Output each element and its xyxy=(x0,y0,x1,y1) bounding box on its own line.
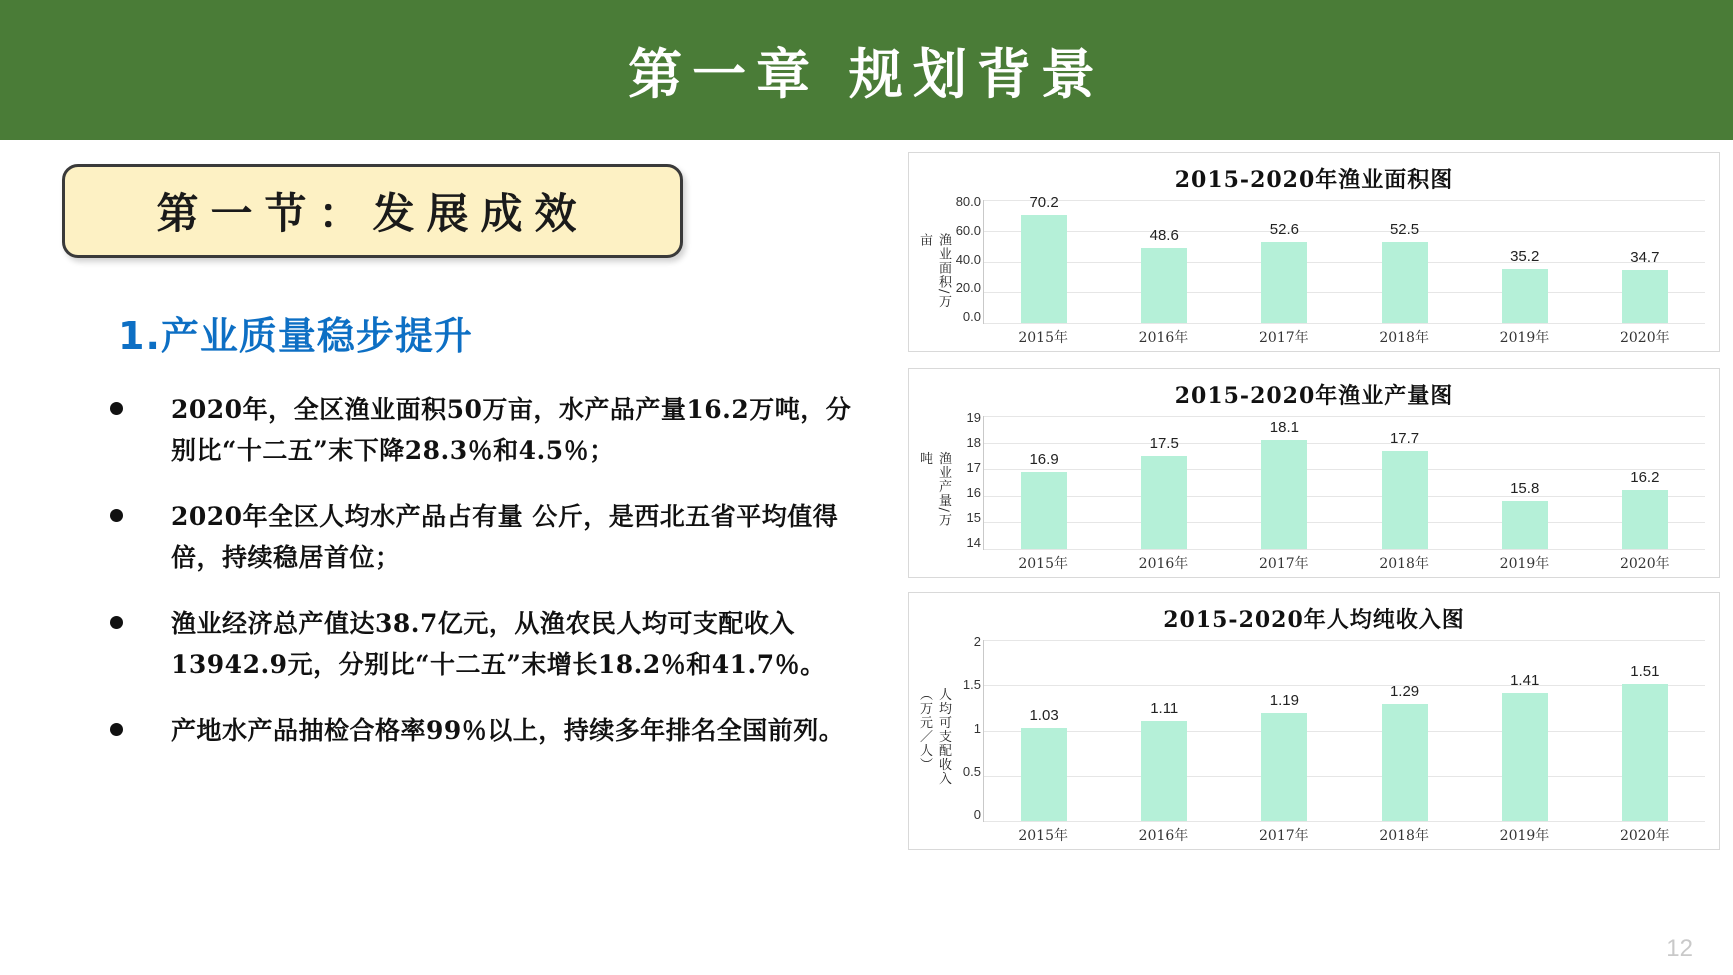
chart-bar-group xyxy=(1234,416,1335,549)
axis-tick-label: 16 xyxy=(966,485,981,500)
chart-bar-value-label: 1.03 xyxy=(1029,706,1059,724)
chart-card-per-capita-income xyxy=(908,592,1720,850)
chart-bar xyxy=(1622,684,1668,821)
chart-bar-value-label: 16.9 xyxy=(1029,450,1059,468)
chart-x-ticks xyxy=(983,326,1705,348)
chart-bars xyxy=(984,416,1705,549)
chart-bar xyxy=(1502,693,1548,821)
slide-header-band xyxy=(0,0,1733,140)
chart-bar-group xyxy=(1474,640,1575,821)
chart-card-fishery-output xyxy=(908,368,1720,578)
axis-tick-label: 19 xyxy=(966,410,981,425)
chart-bar-group xyxy=(1474,416,1575,549)
chart-y-axis-label: 渔业面积/万亩 xyxy=(917,233,951,309)
chart-bar xyxy=(1021,472,1067,549)
chart-bar-value-label: 1.51 xyxy=(1630,663,1660,681)
chart-bar-group xyxy=(1114,200,1215,323)
chart-bar xyxy=(1622,490,1668,549)
axis-category-label: 2020年 xyxy=(1619,330,1670,346)
chart-gridline xyxy=(984,549,1705,550)
section-badge-label: 第一节：发展成效 xyxy=(156,189,589,238)
chart-bar-value-label: 1.41 xyxy=(1510,672,1540,690)
chart-plot-area xyxy=(983,640,1705,822)
axis-category-label: 2019年 xyxy=(1499,556,1550,572)
axis-category-label: 2017年 xyxy=(1259,330,1309,346)
chart-bar xyxy=(1141,721,1187,821)
chart-y-axis-label: 渔业产量/万吨 xyxy=(917,451,951,527)
axis-category-label: 2016年 xyxy=(1138,556,1189,572)
chart-plot-area xyxy=(983,194,1705,324)
axis-tick-label: 0 xyxy=(973,807,981,822)
chart-bar xyxy=(1021,728,1067,821)
chart-bar xyxy=(1021,215,1067,323)
chart-bar xyxy=(1261,440,1307,549)
chart-bar-group xyxy=(1594,640,1695,821)
bullet-dot-icon xyxy=(110,509,123,522)
chart-bar-value-label: 16.2 xyxy=(1630,469,1660,487)
axis-category-label: 2019年 xyxy=(1499,828,1550,844)
list-item-text: 2020年全区人均水产品占有量 公斤，是西北五省平均值得 倍，持续稳居首位； xyxy=(171,502,839,572)
chart-bar-group xyxy=(1234,200,1335,323)
section-badge xyxy=(62,164,683,258)
chart-bar-value-label: 15.8 xyxy=(1510,480,1540,498)
page-title: 第一章 规划背景 xyxy=(628,42,1105,106)
chart-bar-value-label: 52.6 xyxy=(1269,221,1299,239)
chart-y-ticks xyxy=(937,194,981,324)
chart-bar-value-label: 1.11 xyxy=(1150,699,1179,717)
chart-bar-group xyxy=(1594,416,1695,549)
chart-y-ticks xyxy=(937,634,981,822)
axis-category-label: 2015年 xyxy=(1018,828,1068,844)
axis-tick-label: 18 xyxy=(966,435,981,450)
axis-category-label: 2018年 xyxy=(1379,330,1429,346)
axis-category-label: 2016年 xyxy=(1138,828,1189,844)
chart-bar-group xyxy=(1594,200,1695,323)
chart-bar xyxy=(1382,451,1428,549)
list-item-text: 渔业经济总产值达38.7亿元，从渔农民人均可支配收入13942.9元，分别比“十二五”末增长18.2％和41.7％。 xyxy=(171,609,826,679)
chart-bar xyxy=(1502,501,1548,549)
chart-x-ticks xyxy=(983,552,1705,574)
chart-plot-wrapper xyxy=(909,634,1719,848)
axis-category-label: 2019年 xyxy=(1499,330,1550,346)
chart-bar-group xyxy=(994,416,1095,549)
chart-bar-group xyxy=(1114,416,1215,549)
chart-x-ticks xyxy=(983,824,1705,846)
chart-bar-group xyxy=(1474,200,1575,323)
axis-tick-label: 0.5 xyxy=(962,763,981,779)
chart-bar xyxy=(1261,242,1307,323)
list-item-text: 产地水产品抽检合格率99％以上，持续多年排名全国前列。 xyxy=(171,716,845,745)
axis-tick-label: 40.0 xyxy=(955,251,981,267)
chart-title: 2015-2020年渔业产量图 xyxy=(1174,383,1454,409)
axis-category-label: 2015年 xyxy=(1018,556,1068,572)
axis-category-label: 2018年 xyxy=(1379,828,1429,844)
chart-bar xyxy=(1622,270,1668,323)
chart-bar-group xyxy=(1354,640,1455,821)
left-content-column xyxy=(0,140,900,975)
chart-plot-wrapper xyxy=(909,410,1719,576)
chart-bar-group xyxy=(1354,416,1455,549)
chart-bar-group xyxy=(1114,640,1215,821)
chart-bar-value-label: 1.29 xyxy=(1389,683,1420,701)
list-item xyxy=(110,604,870,685)
axis-category-label: 2020年 xyxy=(1619,556,1670,572)
list-item xyxy=(110,711,870,752)
chart-bar-value-label: 18.1 xyxy=(1269,418,1299,436)
chart-bar xyxy=(1502,269,1548,323)
chart-plot-area xyxy=(983,416,1705,550)
axis-tick-label: 60.0 xyxy=(955,222,981,238)
axis-tick-label: 20.0 xyxy=(955,280,981,296)
chart-bar-value-label: 48.6 xyxy=(1149,227,1179,245)
axis-category-label: 2016年 xyxy=(1138,330,1189,346)
chart-bars xyxy=(984,640,1705,821)
chart-title: 2015-2020年人均纯收入图 xyxy=(1163,607,1465,633)
axis-tick-label: 2 xyxy=(973,634,981,649)
chart-y-axis-label: 人均可支配收入（万元／人） xyxy=(917,687,951,786)
chart-bar xyxy=(1141,456,1187,549)
chart-title: 2015-2020年渔业面积图 xyxy=(1174,167,1454,193)
axis-category-label: 2017年 xyxy=(1259,828,1309,844)
chart-plot-wrapper xyxy=(909,194,1719,350)
chart-bar xyxy=(1261,713,1307,821)
axis-tick-label: 1.5 xyxy=(962,677,981,693)
axis-tick-label: 80.0 xyxy=(955,194,981,209)
slide-page-number: 12 xyxy=(1666,935,1693,962)
subsection-heading: 1.产业质量稳步提升 xyxy=(118,314,473,358)
chart-bar-value-label: 70.2 xyxy=(1029,194,1059,212)
list-item-text: 2020年，全区渔业面积50万亩，水产品产量16.2万吨，分别比“十二五”末下降28.3％和4.5％； xyxy=(171,395,852,465)
axis-category-label: 2015年 xyxy=(1018,330,1068,346)
axis-tick-label: 1 xyxy=(973,720,981,736)
list-item xyxy=(110,390,870,471)
chart-y-ticks xyxy=(937,410,981,550)
axis-tick-label: 0.0 xyxy=(962,309,981,324)
chart-bar xyxy=(1382,704,1428,821)
axis-category-label: 2017年 xyxy=(1259,556,1309,572)
chart-bar-value-label: 34.7 xyxy=(1630,248,1660,266)
chart-bars xyxy=(984,194,1705,323)
chart-bar-group xyxy=(994,640,1095,821)
chart-bar-group xyxy=(994,194,1095,323)
bullet-dot-icon xyxy=(110,402,123,415)
chart-card-fishery-area xyxy=(908,152,1720,352)
bullet-list xyxy=(110,390,870,778)
chart-bar-group xyxy=(1234,640,1335,821)
chart-bar-value-label: 17.5 xyxy=(1149,434,1179,452)
bullet-dot-icon xyxy=(110,723,123,736)
chart-bar-value-label: 52.5 xyxy=(1389,221,1420,239)
chart-bar-value-label: 1.19 xyxy=(1269,692,1299,710)
axis-tick-label: 17 xyxy=(966,460,981,475)
axis-tick-label: 15 xyxy=(966,510,981,525)
chart-bar-value-label: 35.2 xyxy=(1510,247,1540,265)
chart-gridline xyxy=(984,821,1705,822)
bullet-dot-icon xyxy=(110,616,123,629)
chart-bar xyxy=(1382,242,1428,323)
chart-gridline xyxy=(984,323,1705,324)
chart-bar xyxy=(1141,248,1187,323)
list-item xyxy=(110,497,870,578)
chart-bar-value-label: 17.7 xyxy=(1389,429,1420,447)
axis-category-label: 2020年 xyxy=(1619,828,1670,844)
axis-tick-label: 14 xyxy=(966,535,981,550)
chart-bar-group xyxy=(1354,200,1455,323)
axis-category-label: 2018年 xyxy=(1379,556,1429,572)
